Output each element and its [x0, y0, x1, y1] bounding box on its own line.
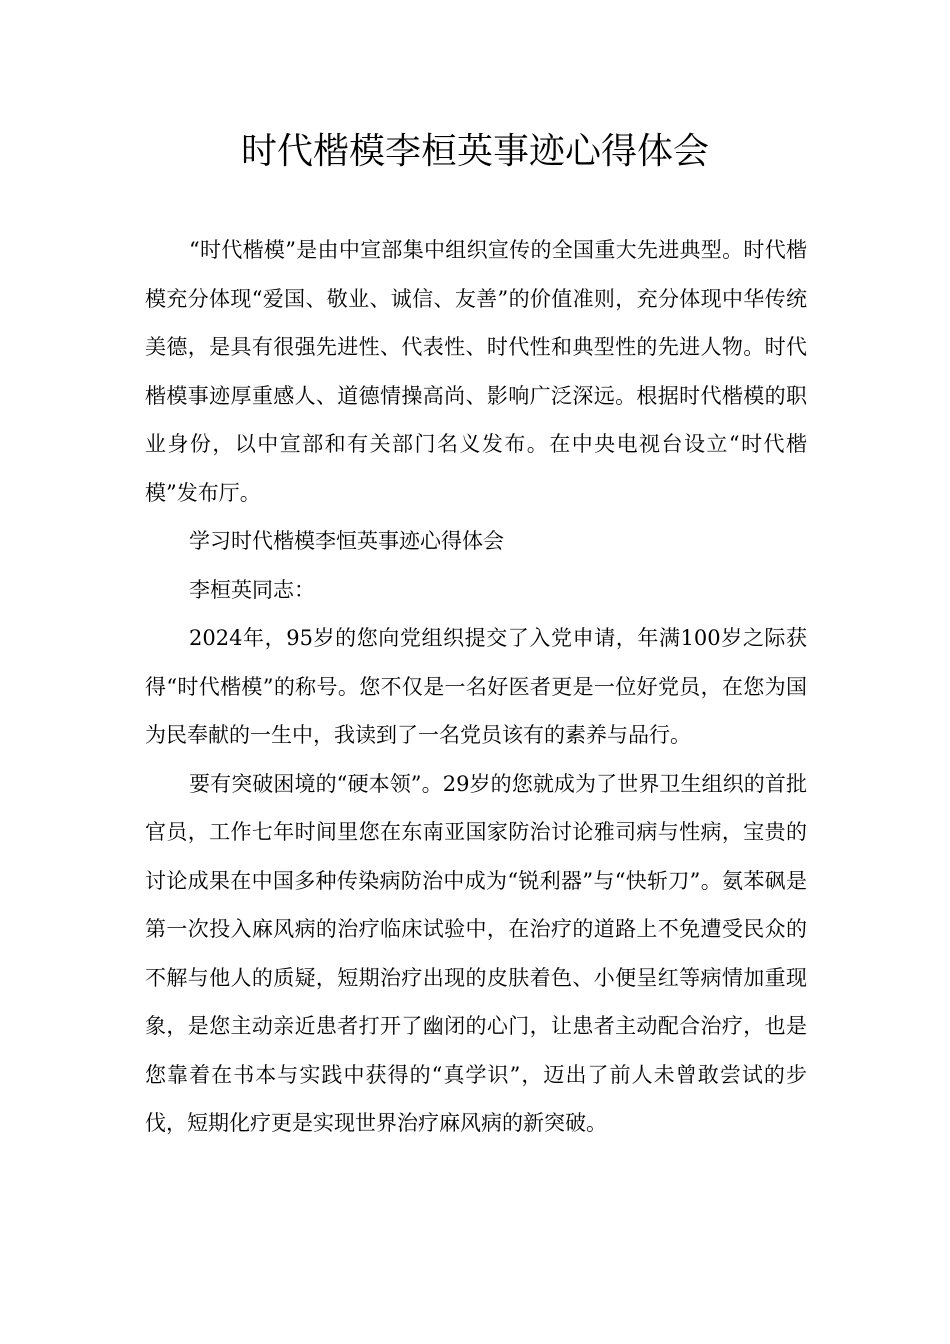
paragraph-application: 2024年，95岁的您向党组织提交了入党申请，年满100岁之际获得“时代楷模”的称号。您不仅是一名好医者更是一位好党员，在您为国为民奉献的一生中，我读到了一名党员该有的素养与品行。 — [145, 626, 807, 747]
paragraph-intro: “时代楷模”是由中宣部集中组织宣传的全国重大先进典型。时代楷模充分体现“爱国、敬业、诚信、友善”的价值准则，充分体现中华传统美德，是具有很强先进性、代表性、时代性和典型性的先进人物。时代楷模事迹厚重感人、道德情操高尚、影响广泛深远。根据时代楷模的职业身份，以中宣部和有关部门名义发布。在中央电视台设立“时代楷模”发布厅。 — [145, 238, 807, 505]
paragraph-salutation: 李桓英同志： — [189, 577, 315, 602]
document-title: 时代楷模李桓英事迹心得体会 — [240, 131, 709, 172]
document-body — [145, 226, 807, 1148]
paragraph-subtitle: 学习时代楷模李恒英事迹心得体会 — [189, 529, 504, 553]
paragraph-skills: 要有突破困境的“硬本领”。29岁的您就成为了世界卫生组织的首批官员，工作七年时间里您在东南亚国家防治讨论雅司病与性病，宝贵的讨论成果在中国多种传染病防治中成为“锐利器”与“快斩刀”。氨苯砜是第一次投入麻风病的治疗临床试验中，在治疗的道路上不免遭受民众的不解与他人的质疑，短期治疗出现的皮肤着色、小便呈红等病情加重现象，是您主动亲近患者打开了幽闭的心门，让患者主动配合治疗，也是您靠着在书本与实践中获得的“真学识”，迈出了前人未曾敢尝试的步伐，短期化疗更是实现世界治疗麻风病的新突破。 — [145, 771, 807, 1135]
